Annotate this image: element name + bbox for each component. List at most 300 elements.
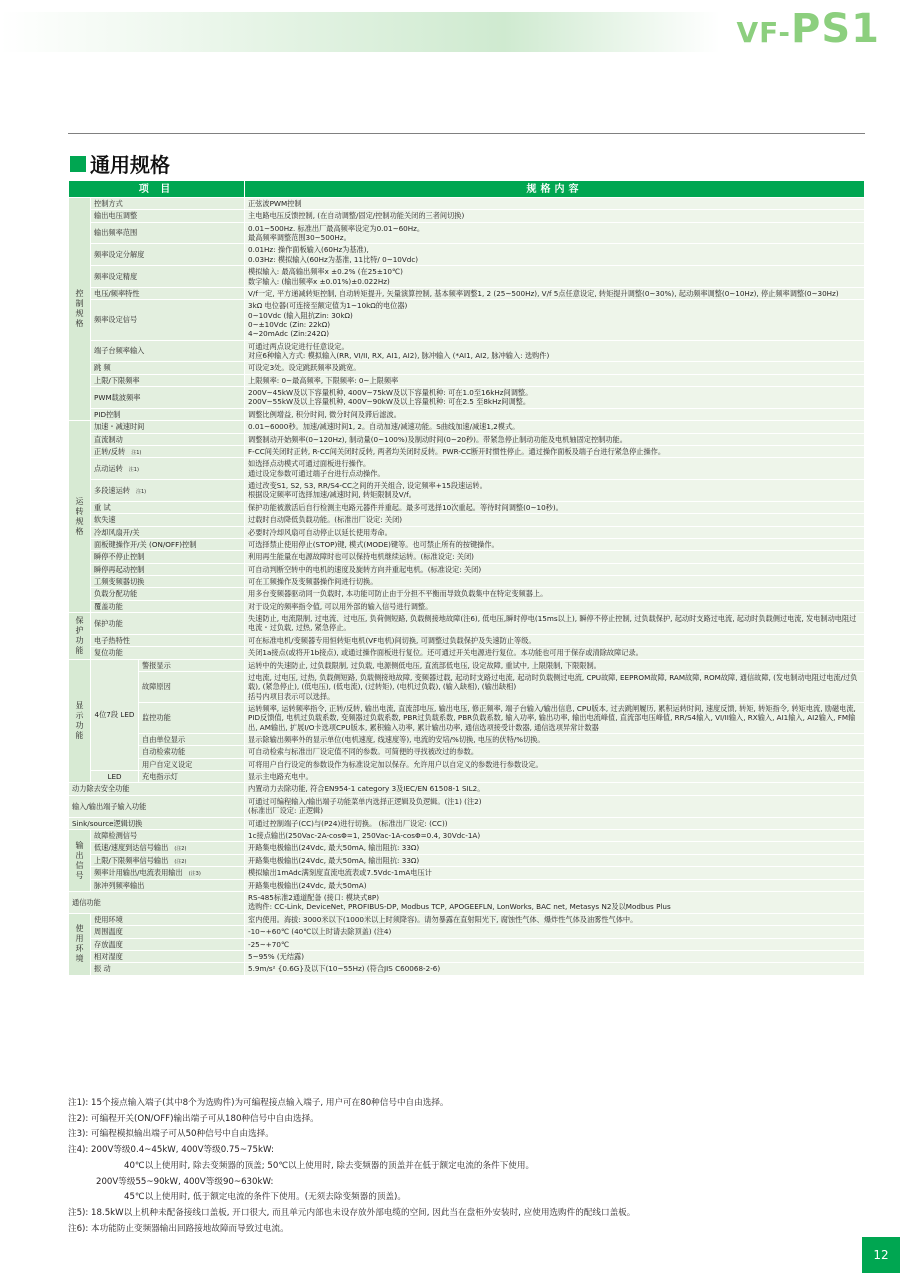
item-label: 相对湿度 (94, 951, 123, 961)
category-char: 环 (75, 944, 84, 954)
item-cell (91, 421, 245, 433)
header-stripe (0, 12, 720, 52)
table-row (69, 501, 865, 513)
item-label: 故障原因 (142, 682, 171, 692)
spec-line: 0.03Hz: 模拟输入(60Hz为基准, 11比特/ 0~10Vdc) (248, 254, 419, 264)
note-line: 注1): 15个接点输入端子(其中8个为选购件)为可编程接点输入端子, 用户可在80种信号中自由选择。 (68, 1098, 449, 1108)
item-cell (91, 387, 245, 409)
table-row (69, 266, 865, 288)
spec-cell (245, 433, 865, 445)
item-label: 自动检索功能 (142, 747, 186, 757)
spec-cell (245, 963, 865, 975)
item-cell (91, 198, 245, 210)
brand-logo (736, 6, 880, 52)
item-cell (91, 913, 245, 925)
spec-table (68, 180, 865, 976)
category-cell (69, 421, 91, 613)
spec-line: 可将用户自行设定的参数设作为标准设定加以保存。允许用户以自定义的参数进行参数设定。 (248, 759, 543, 769)
spec-cell (245, 563, 865, 575)
spec-line: 括号内项目表示可以选择。 (248, 691, 335, 701)
table-row (69, 433, 865, 445)
spec-line: 上限频率: 0~最高频率, 下限频率: 0~上限频率 (248, 375, 399, 385)
item-label: 频率设定分解度 (94, 250, 145, 260)
category-char: 功 (75, 720, 84, 730)
spec-line: 模拟输出1mAdc满刻度直流电流表或7.5Vdc-1mA电压计 (248, 868, 432, 878)
spec-line: 开路集电极输出(24Vdc, 最大50mA, 输出阻抗: 33Ω) (248, 855, 420, 865)
table-row (69, 647, 865, 659)
item-cell (91, 480, 245, 502)
table-row (69, 458, 865, 480)
header-item: 项 目 (69, 181, 245, 198)
item-label: 瞬停再起动控制 (94, 564, 145, 574)
spec-line: 过载时自动降低负载功能。(标准出厂设定: 关闭) (248, 515, 403, 525)
item-cell (91, 829, 245, 841)
spec-line: 可通过两点设定进行任意设定。 (248, 341, 349, 351)
note-line: 注2): 可编程开关(ON/OFF)输出端子可从180种信号中自由选择。 (68, 1113, 319, 1124)
item-label: 充电指示灯 (142, 772, 178, 782)
spec-line: 过电流, 过电压, 过热, 负载侧短路, 负载侧接地故障, 变频器过载, 起动时支路过电流, 起动时负载侧过电流, CPU故障, EEPROM故障, RAM故障, ROM故障, 通信故障, (发电制动电阻过电流/过负载), (紧急停止), (低电压), (低电流), (过转矩), (电机过负载), (输入缺相), (输出缺相) (248, 672, 858, 692)
spec-line: -25~+70℃ (248, 939, 290, 949)
table-row (69, 198, 865, 210)
item-cell (91, 854, 245, 867)
table-row (69, 210, 865, 222)
spec-cell (245, 600, 865, 612)
table-row (69, 588, 865, 600)
spec-line: RS-485标准2通道配备 (接口: 模块式8P) (248, 893, 380, 903)
item-label: 周围温度 (94, 927, 123, 937)
item-label: 上限/下限频率信号输出 (94, 855, 169, 865)
spec-line: 显示除输出频率外的显示单位(电机速度, 线速度等), 电流的安培/%切换, 电压的伏特/%切换。 (248, 735, 545, 745)
table-row (69, 340, 865, 362)
spec-cell (245, 340, 865, 362)
item-cell (91, 340, 245, 362)
item-label: 正转/反转 (94, 446, 126, 456)
item-cell (91, 551, 245, 563)
item-cell (91, 842, 245, 855)
item-label: 软失速 (94, 515, 116, 525)
spec-cell (245, 480, 865, 502)
table-row (69, 817, 865, 829)
item-label: 频率计用输出/电流表用输出 (94, 868, 183, 878)
category-char: 功 (75, 635, 84, 645)
page-number: 12 (862, 1237, 900, 1273)
spec-line: 调整比例增益, 积分时间, 微分时间及滞后滤波。 (248, 409, 401, 419)
item-label: 复位功能 (94, 648, 123, 658)
table-row (69, 387, 865, 409)
item-label: 故障检测信号 (94, 830, 138, 840)
note-line: 注4): 200V等级0.4~45kW, 400V等级0.75~75kW: (68, 1145, 274, 1156)
item-label: 存放温度 (94, 939, 123, 949)
category-char: 信 (75, 860, 84, 870)
table-row (69, 842, 865, 855)
spec-cell (245, 671, 865, 702)
item-cell (91, 433, 245, 445)
spec-cell (245, 892, 865, 914)
table-row (69, 514, 865, 526)
table-row (69, 879, 865, 891)
item-cell (139, 671, 245, 702)
item-cell (139, 734, 245, 746)
spec-cell (245, 659, 865, 671)
item-cell (91, 374, 245, 386)
spec-line: 0.01Hz: 操作面板输入(60Hz为基准), (248, 245, 369, 255)
note-line: 40℃以上使用时, 除去变频器的顶盖; 50℃以上使用时, 除去变频器的顶盖并在低于额定电流的条件下使用。 (124, 1160, 535, 1171)
section-square-icon (70, 156, 86, 172)
item-label: 工频变频器切换 (94, 577, 145, 586)
note-line: 200V等级55~90kW, 400V等级90~630kW: (96, 1176, 274, 1187)
item-cell (91, 588, 245, 600)
spec-line: 调整制动开始频率(0~120Hz), 制动量(0~100%)及制动时间(0~20秒)。带紧急停止制动功能及电机轴固定控制功能。 (248, 434, 627, 444)
spec-cell (245, 387, 865, 409)
item-cell (91, 963, 245, 975)
item-cell (139, 659, 245, 671)
item-cell (91, 362, 245, 374)
spec-line: 0.01~500Hz. 标准出厂最高频率设定为0.01~60Hz。 (248, 223, 425, 233)
table-row (69, 526, 865, 538)
category-char: 显 (75, 700, 84, 710)
item-note: 注1) (135, 488, 147, 495)
item-note: (注2) (174, 846, 187, 853)
item-cell (91, 514, 245, 526)
section-title (70, 149, 170, 178)
item-cell (91, 501, 245, 513)
spec-line: (标准出厂设定: 正逻辑) (248, 806, 324, 816)
item-cell (139, 746, 245, 758)
category-cell (69, 198, 91, 421)
spec-cell (245, 266, 865, 288)
spec-line: 正弦波PWM控制 (248, 199, 302, 208)
item-label: 瞬停不停止控制 (94, 552, 145, 562)
table-row (69, 854, 865, 867)
item-label: 多段速运转 (94, 485, 130, 495)
category-char: 转 (75, 506, 84, 516)
spec-cell (245, 551, 865, 563)
spec-cell (245, 421, 865, 433)
item-cell (139, 702, 245, 733)
item-cell (91, 867, 245, 880)
item-cell (139, 771, 245, 783)
spec-line: 对于设定的频率指令值, 可以用外部的输入信号进行调整。 (248, 601, 433, 611)
table-row (69, 563, 865, 575)
item-label: 输出电压调整 (94, 211, 138, 221)
spec-cell (245, 817, 865, 829)
header-spec: 规格内容 (245, 181, 865, 198)
spec-line: 可设定3处。设定跳跃频率及跳宽。 (248, 363, 361, 373)
item-note: 注1) (128, 467, 139, 474)
table-row (69, 938, 865, 950)
spec-line: 开路集电极输出(24Vdc, 最大50mA, 输出阻抗: 33Ω) (248, 843, 420, 853)
spec-cell (245, 588, 865, 600)
table-row (69, 963, 865, 975)
item-label: PWM载波频率 (94, 392, 141, 402)
item-cell (69, 783, 245, 795)
item-cell (91, 938, 245, 950)
spec-line: 可通过可编程输入/输出端子功能菜单内选择正逻辑及负逻辑。(注1) (注2) (248, 796, 482, 806)
spec-cell (245, 734, 865, 746)
category-char: 格 (75, 526, 84, 536)
spec-cell (245, 795, 865, 817)
table-row (69, 659, 865, 671)
table-row (69, 362, 865, 374)
spec-line: 室内使用。海拔: 3000米以下(1000米以上时须降容)。请勿暴露在直射阳光下, 腐蚀性气体、爆炸性气体及油雾性气体中。 (248, 914, 638, 924)
table-row (69, 551, 865, 563)
note-line: 45℃以上使用时, 低于额定电流的条件下使用。(无须去除变频器的顶盖)。 (124, 1192, 406, 1203)
category-char: 能 (75, 645, 84, 655)
item-label: 上限/下限频率 (94, 375, 140, 385)
spec-cell (245, 198, 865, 210)
item-cell (91, 266, 245, 288)
spec-line: 模拟输入: 最高输出频率x ±0.2% (在25±10℃) (248, 267, 403, 277)
page-header (0, 0, 900, 60)
spec-cell (245, 501, 865, 513)
table-row (69, 480, 865, 502)
spec-line: 显示主电路充电中。 (248, 772, 313, 782)
spec-line: 可自动判断空转中的电机的速度及旋转方向并重起电机。(标准设定: 关闭) (248, 564, 482, 574)
category-cell (69, 829, 91, 891)
item-label: 电子热特性 (94, 635, 130, 645)
item-label: 通信功能 (72, 897, 101, 907)
item-cell (91, 244, 245, 266)
item-label: 跳 频 (94, 363, 111, 373)
item-label: Sink/source逻辑切换 (72, 818, 143, 828)
spec-cell (245, 746, 865, 758)
spec-cell (245, 514, 865, 526)
item-cell (139, 758, 245, 770)
spec-cell (245, 913, 865, 925)
spec-cell (245, 854, 865, 867)
table-row (69, 244, 865, 266)
table-row (69, 576, 865, 588)
spec-line: 数字输入: (输出频率x ±0.01%)±0.022Hz) (248, 276, 390, 286)
spec-line: F-CC间关闭时正转, R-CC间关闭时反转, 两者均关闭时反转。PWR-CC断开时惯性停止。通过操作面板及端子台进行紧急停止操作。 (248, 446, 666, 456)
item-cell (91, 287, 245, 299)
spec-cell (245, 222, 865, 244)
category-char: 规 (75, 516, 84, 526)
table-row (69, 913, 865, 925)
item-label: 电压/频率特性 (94, 288, 140, 298)
category-char: 示 (75, 710, 84, 720)
spec-line: 主电路电压反馈控制, (在自动调整/固定/控制功能关闭的三者间切换) (248, 211, 465, 221)
spec-line: 用多台变频器驱动同一负载时, 本功能可防止由于分担不平衡而导致负载集中在特定变频器上。 (248, 589, 548, 599)
spec-cell (245, 771, 865, 783)
item-label: 负载分配功能 (94, 589, 138, 599)
spec-cell (245, 362, 865, 374)
table-row (69, 867, 865, 880)
spec-line: 关闭1a接点(或将开1b接点), 或通过操作面板进行复位。还可通过开关电源进行复位。本功能也可用于保存或清除故障记录。 (248, 648, 643, 658)
item-label: 输入/输出端子输入功能 (72, 801, 147, 811)
item-cell (69, 795, 245, 817)
category-cell (69, 913, 91, 975)
item-cell (69, 817, 245, 829)
table-row (69, 613, 865, 635)
spec-line: 通过改变S1, S2, S3, RR/S4-CC之间的开关组合, 设定频率+15段速运转。 (248, 481, 487, 491)
item-label: 警报显示 (142, 660, 171, 670)
table-row (69, 671, 865, 702)
item-label: 低速/速度到达信号输出 (94, 843, 169, 853)
item-note: 注1) (131, 449, 142, 456)
item-cell (91, 563, 245, 575)
item-cell (91, 926, 245, 938)
spec-cell (245, 867, 865, 880)
spec-line: 对应6种输入方式: 模拟输入(RR, VI/II, RX, AI1, AI2), 脉冲输入 (*AI1, AI2, 脉冲输入: 选购件) (248, 351, 550, 361)
section-title-text: 通用规格 (90, 153, 170, 177)
spec-line: 如选择点动模式可通过面板进行操作。 (248, 459, 371, 469)
table-row (69, 926, 865, 938)
spec-cell (245, 526, 865, 538)
spec-cell (245, 613, 865, 635)
spec-line: 3kΩ 电位器(可连接至额定值为1~10kΩ的电位器) (248, 301, 408, 311)
item-label: 动力除去安全功能 (72, 784, 130, 794)
item-cell (91, 408, 245, 420)
table-row (69, 746, 865, 758)
category-char: 制 (75, 299, 84, 309)
item-cell (91, 600, 245, 612)
note-line: 注5): 18.5kW以上机种未配备接线口盖板, 开口很大, 而且单元内部也未设存放外部电缆的空间, 因此当在盘柜外安装时, 应使用选购件的配线口盖板。 (68, 1207, 636, 1218)
category-char: 规 (75, 309, 84, 319)
spec-line: 5.9m/s² {0.6G}及以下(10~55Hz) (符合JIS C60068-2-6) (248, 964, 441, 974)
spec-cell (245, 879, 865, 891)
spec-body (69, 198, 865, 976)
table-row (69, 892, 865, 914)
spec-line: 保护功能被激活后自行检测主电路元器件并重起。最多可选择10次重起。等待时间调整(0~10秒)。 (248, 502, 563, 512)
spec-line: 通过设定参数可通过端子台进行点动操作。 (248, 468, 385, 478)
spec-cell (245, 445, 865, 458)
spec-line: V/f一定, 平方递减转矩控制, 自动转矩提升, 矢量演算控制, 基本频率调整1, 2 (25~500Hz), V/f 5点任意设定, 转矩提升调整(0~30%), 起动频率调整(0~10Hz), 停止频率调整(0~30Hz) (248, 288, 839, 298)
category-cell (69, 659, 91, 783)
spec-cell (245, 758, 865, 770)
spec-line: 失速防止, 电流限制, 过电流、过电压, 负荷侧短路, 负载侧接地故障(注6), 低电压,瞬时停电(15ms以上), 瞬停不停止控制, 过负载保护, 起动时支路过电流, 起动时负载侧过电流, 发电制动电阻过电流・过负载, 过热, 紧急停止。 (248, 614, 857, 633)
spec-line: 0~±10Vdc (Zin: 22kΩ) (248, 319, 331, 329)
spec-line: 根据设定频率可选择加速/减速时间, 转矩限制及V/f。 (248, 490, 416, 500)
item-label: 点动运转 (94, 464, 123, 474)
item-label: 振 动 (94, 964, 111, 974)
spec-cell (245, 210, 865, 222)
item-label: PID控制 (94, 409, 121, 419)
item-label: 输出频率范围 (94, 228, 138, 238)
item-label: 控制方式 (94, 199, 123, 208)
device-cell: LED (91, 771, 139, 783)
category-char: 控 (75, 289, 84, 299)
item-cell (91, 950, 245, 962)
spec-line: 运转中的失速防止, 过负载限制, 过负载, 电源侧低电压, 直流部低电压, 设定故障, 重试中, 上限限制, 下限限制。 (248, 660, 601, 670)
spec-line: 1c接点输出(250Vac-2A-cosΦ=1, 250Vac-1A-cosΦ=0.4, 30Vdc-1A) (248, 830, 481, 840)
spec-cell (245, 374, 865, 386)
device-cell: 4位7段 LED (91, 659, 139, 771)
item-label: 自由单位显示 (142, 735, 186, 745)
table-row (69, 445, 865, 458)
item-label: 面板键操作开/关 (ON/OFF)控制 (94, 539, 197, 549)
item-label: 加速・减速时间 (94, 422, 145, 432)
category-char: 使 (75, 924, 84, 934)
spec-line: 内置动力去除功能, 符合EN954-1 category 3及IEC/EN 61508-1 SIL2。 (248, 784, 485, 794)
table-row (69, 783, 865, 795)
table-row (69, 408, 865, 420)
item-cell (69, 892, 245, 914)
spec-cell (245, 829, 865, 841)
spec-line: 可在标准电机/变频器专用恒转矩电机(VF电机)间切换, 可调整过负载保护及失速防止等级。 (248, 635, 536, 645)
spec-cell (245, 576, 865, 588)
category-char: 保 (75, 615, 84, 625)
spec-line: 选购件: CC-Link, DeviceNet, PROFIBUS-DP, Modbus TCP, APOGEEFLN, LonWorks, BAC net, Metasys N2及以Modbus Plus (248, 902, 671, 912)
category-char: 出 (75, 850, 84, 860)
table-row (69, 222, 865, 244)
item-label: 保护功能 (94, 618, 123, 628)
item-cell (91, 210, 245, 222)
table-row (69, 421, 865, 433)
brand-name: PS1 (791, 6, 880, 52)
category-char: 运 (75, 496, 84, 506)
item-cell (91, 576, 245, 588)
spec-line: 可自动检索与标准出厂设定值不同的参数。可简便的寻找被改过的参数。 (248, 747, 479, 757)
spec-cell (245, 300, 865, 340)
table-row (69, 771, 865, 783)
spec-cell (245, 702, 865, 733)
spec-line: 可通过控制端子(CC)与(P24)进行切换。 (标准出厂设定: (CC)) (248, 818, 448, 828)
table-row (69, 758, 865, 770)
spec-line: 利用再生能量在电源故障时也可以保持电机继续运转。(标准设定: 关闭) (248, 552, 474, 562)
item-cell (91, 634, 245, 646)
category-char: 用 (75, 934, 84, 944)
spec-cell (245, 938, 865, 950)
spec-line: 200V~45kW及以下容量机种, 400V~75kW及以下容量机种: 可在1.0至16kHz间调整。 (248, 388, 533, 398)
notes (68, 1096, 868, 1237)
spec-cell (245, 538, 865, 550)
spec-line: 可选择禁止使用停止(STOP)键, 模式(MODE)键等。也可禁止所有的按键操作。 (248, 539, 499, 549)
spec-line: 可在工频操作及变频器操作间进行切换。 (248, 577, 378, 586)
item-note: (注3) (188, 871, 201, 878)
table-row (69, 300, 865, 340)
item-label: 用户自定义设定 (142, 759, 193, 769)
category-char: 境 (75, 954, 84, 964)
spec-cell (245, 950, 865, 962)
item-cell (91, 538, 245, 550)
table-row (69, 829, 865, 841)
table-row (69, 702, 865, 733)
category-char: 输 (75, 840, 84, 850)
spec-cell (245, 783, 865, 795)
spec-line: 最高频率调整范围30~500Hz。 (248, 233, 351, 243)
table-row (69, 795, 865, 817)
item-cell (91, 300, 245, 340)
table-row (69, 287, 865, 299)
spec-line: 开路集电极输出(24Vdc, 最大50mA) (248, 880, 367, 890)
item-cell (91, 458, 245, 480)
item-label: 使用环境 (94, 914, 123, 924)
spec-line: 5~95% (无结露) (248, 951, 305, 961)
spec-cell (245, 244, 865, 266)
item-cell (91, 445, 245, 458)
item-label: 端子台频率输入 (94, 346, 145, 356)
category-cell (69, 613, 91, 659)
spec-line: 4~20mAdc (Zin:242Ω) (248, 329, 330, 339)
item-label: 冷却风扇开/关 (94, 527, 140, 537)
table-row (69, 538, 865, 550)
item-cell (91, 879, 245, 891)
spec-line: 0~10Vdc (输入阻抗Zin: 30kΩ) (248, 310, 353, 320)
spec-cell (245, 287, 865, 299)
item-label: 直流制动 (94, 434, 123, 444)
item-cell (91, 222, 245, 244)
category-char: 能 (75, 730, 84, 740)
item-label: 频率设定精度 (94, 271, 138, 281)
spec-cell (245, 408, 865, 420)
category-char: 号 (75, 870, 84, 880)
note-line: 注6): 本功能防止变频器输出回路接地故障而导致过电流。 (68, 1223, 289, 1234)
header-rule (68, 133, 865, 134)
item-label: 监控功能 (142, 713, 171, 723)
item-label: 脉冲列频率输出 (94, 880, 145, 890)
item-note: (注2) (174, 858, 187, 865)
